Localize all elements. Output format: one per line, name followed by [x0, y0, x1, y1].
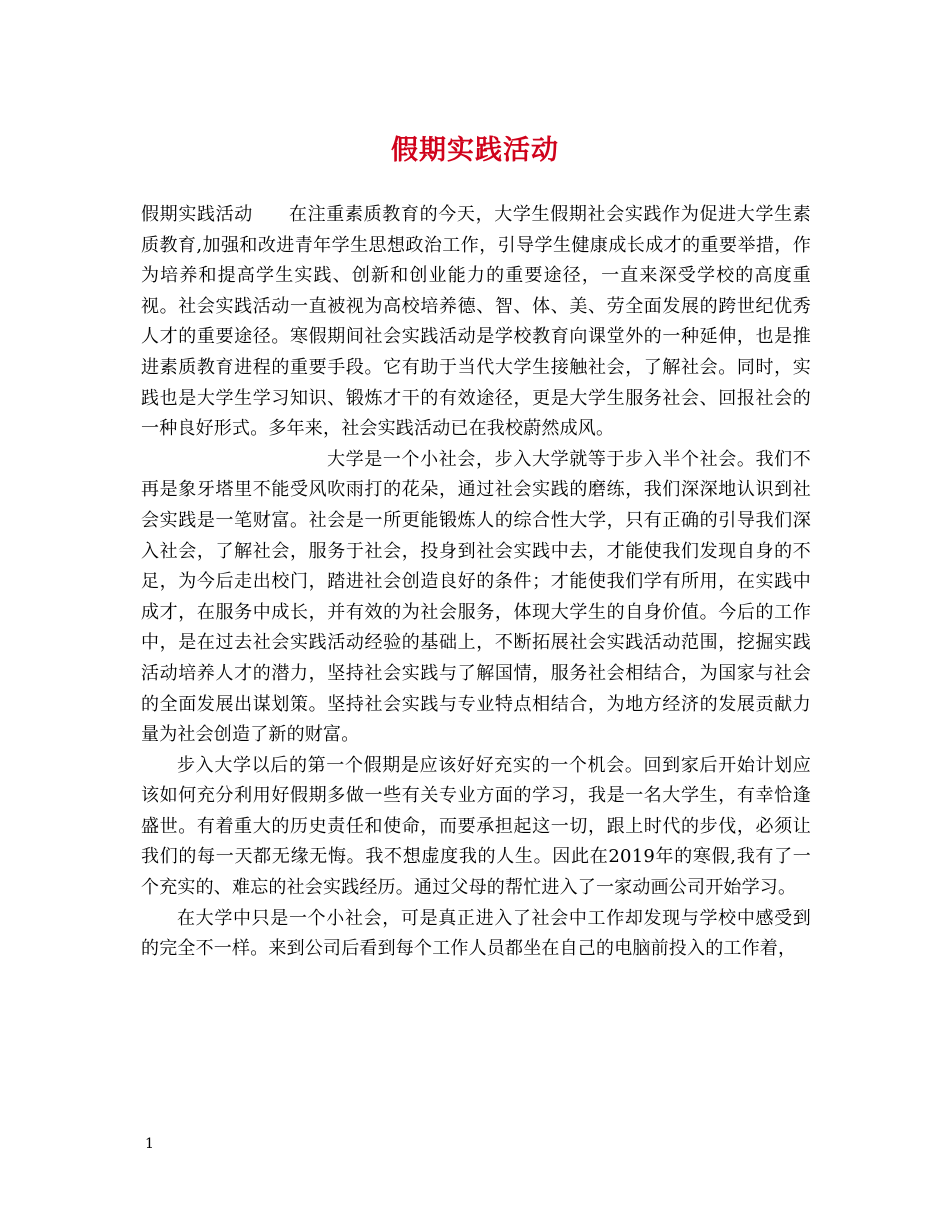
page-number: 1: [145, 1136, 154, 1152]
paragraph-2: 大学是一个小社会，步入大学就等于步入半个社会。我们不再是象牙塔里不能受风吹雨打的花朵，通过社会实践的磨练，我们深深地认识到社会实践是一笔财富。社会是一所更能锻炼人的综合性大学，只有正确的引导我们深入社会，了解社会，服务于社会，投身到社会实践中去，才能使我们发现自身的不足，为今后走出校门，踏进社会创造良好的条件；才能使我们学有所用，在实践中成才，在服务中成长，并有效的为社会服务，体现大学生的自身价值。今后的工作中，是在过去社会实践活动经验的基础上，不断拓展社会实践活动范围，挖掘实践活动培养人才的潜力，坚持社会实践与了解国情，服务社会相结合，为国家与社会的全面发展出谋划策。坚持社会实践与专业特点相结合，为地方经济的发展贡献力量为社会创造了新的财富。: [141, 448, 811, 746]
document-title: 假期实践活动: [391, 135, 559, 166]
lead-label: 假期实践活动: [141, 204, 253, 225]
paragraph-3: 步入大学以后的第一个假期是应该好好充实的一个机会。回到家后开始计划应该如何充分利用好假期多做一些有关专业方面的学习，我是一名大学生，有幸恰逢盛世。有着重大的历史责任和使命，而要承担起这一切，跟上时代的步伐，必须让我们的每一天都无缘无悔。我不想虚度我的人生。因此在2019年的寒假,我有了一个充实的、难忘的社会实践经历。通过父母的帮忙进入了一家动画公司开始学习。: [141, 754, 811, 899]
paragraph-1: [141, 200, 811, 445]
paragraph-1-text: 在注重素质教育的今天，大学生假期社会实践作为促进大学生素质教育,加强和改进青年学生思想政治工作，引导学生健康成长成才的重要举措，作为培养和提高学生实践、创新和创业能力的重要途径，一直来深受学校的高度重视。社会实践活动一直被视为高校培养德、智、体、美、劳全面发展的跨世纪优秀人才的重要途径。寒假期间社会实践活动是学校教育向课堂外的一种延伸，也是推进素质教育进程的重要手段。它有助于当代大学生接触社会，了解社会。同时，实践也是大学生学习知识、锻炼才干的有效途径，更是大学生服务社会、回报社会的一种良好形式。多年来，社会实践活动已在我校蔚然成风。: [141, 204, 811, 440]
document-body: [141, 200, 811, 965]
paragraph-4: 在大学中只是一个小社会，可是真正进入了社会中工作却发现与学校中感受到的完全不一样。来到公司后看到每个工作人员都坐在自己的电脑前投入的工作着，: [141, 907, 811, 960]
